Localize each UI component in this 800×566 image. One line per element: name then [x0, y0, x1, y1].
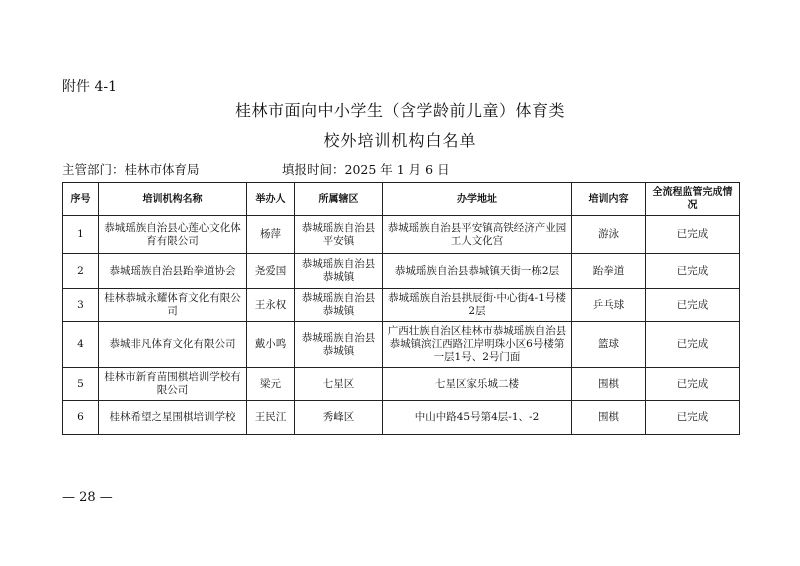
cell-org-name: 桂林市新育苗围棋培训学校有限公司 — [99, 368, 247, 401]
cell-address: 恭城瑶族自治县恭城镇天街一栋2层 — [383, 254, 572, 289]
cell-district: 恭城瑶族自治县恭城镇 — [295, 322, 383, 368]
table-header-row — [63, 183, 740, 216]
header-index: 序号 — [63, 183, 99, 216]
cell-index: 6 — [63, 401, 99, 435]
cell-organizer: 杨萍 — [247, 216, 295, 254]
cell-index: 5 — [63, 368, 99, 401]
cell-status: 已完成 — [646, 254, 740, 289]
attachment-label: 附件 4-1 — [62, 79, 117, 95]
cell-status: 已完成 — [646, 401, 740, 435]
header-status: 全流程监管完成情况 — [646, 183, 740, 216]
meta-info — [62, 160, 450, 178]
cell-district: 恭城瑶族自治县平安镇 — [295, 216, 383, 254]
cell-content: 篮球 — [572, 322, 646, 368]
cell-content: 围棋 — [572, 401, 646, 435]
cell-district: 七星区 — [295, 368, 383, 401]
cell-address: 七星区家乐城二楼 — [383, 368, 572, 401]
cell-org-name: 桂林希望之星围棋培训学校 — [99, 401, 247, 435]
whitelist-table — [62, 182, 740, 435]
table-row — [63, 216, 740, 254]
cell-index: 3 — [63, 289, 99, 322]
cell-org-name: 桂林恭城永耀体育文化有限公司 — [99, 289, 247, 322]
cell-content: 跆拳道 — [572, 254, 646, 289]
cell-org-name: 恭城非凡体育文化有限公司 — [99, 322, 247, 368]
cell-status: 已完成 — [646, 368, 740, 401]
cell-content: 围棋 — [572, 368, 646, 401]
cell-address: 中山中路45号第4层-1、-2 — [383, 401, 572, 435]
cell-organizer: 王永权 — [247, 289, 295, 322]
cell-org-name: 恭城瑶族自治县跆拳道协会 — [99, 254, 247, 289]
cell-status: 已完成 — [646, 322, 740, 368]
cell-index: 2 — [63, 254, 99, 289]
cell-content: 游泳 — [572, 216, 646, 254]
cell-district: 秀峰区 — [295, 401, 383, 435]
table-row — [63, 289, 740, 322]
cell-address: 广西壮族自治区桂林市恭城瑶族自治县恭城镇滨江西路江岸明珠小区6号楼第一层1号、2号门面 — [383, 322, 572, 368]
cell-organizer: 梁元 — [247, 368, 295, 401]
cell-index: 1 — [63, 216, 99, 254]
cell-content: 乒乓球 — [572, 289, 646, 322]
table-row — [63, 368, 740, 401]
cell-organizer: 王民江 — [247, 401, 295, 435]
cell-status: 已完成 — [646, 289, 740, 322]
table-row — [63, 401, 740, 435]
header-org-name: 培训机构名称 — [99, 183, 247, 216]
document-title-line1: 桂林市面向中小学生（含学龄前儿童）体育类 — [234, 101, 565, 120]
cell-organizer: 尧爱国 — [247, 254, 295, 289]
cell-org-name: 恭城瑶族自治县心莲心文化体育有限公司 — [99, 216, 247, 254]
document-title-line2: 校外培训机构白名单 — [323, 131, 477, 150]
header-district: 所属辖区 — [295, 183, 383, 216]
table-row — [63, 322, 740, 368]
header-content: 培训内容 — [572, 183, 646, 216]
cell-address: 恭城瑶族自治县拱辰街·中心街4-1号楼2层 — [383, 289, 572, 322]
header-organizer: 举办人 — [247, 183, 295, 216]
cell-district: 恭城瑶族自治县恭城镇 — [295, 289, 383, 322]
header-address: 办学地址 — [383, 183, 572, 216]
table-row — [63, 254, 740, 289]
page-number: — 28 — — [62, 490, 113, 505]
cell-index: 4 — [63, 322, 99, 368]
cell-status: 已完成 — [646, 216, 740, 254]
cell-district: 恭城瑶族自治县恭城镇 — [295, 254, 383, 289]
cell-organizer: 戴小鸣 — [247, 322, 295, 368]
cell-address: 恭城瑶族自治县平安镇高铁经济产业园工人文化宫 — [383, 216, 572, 254]
department-label: 主管部门：桂林市体育局 — [62, 162, 200, 177]
fill-time-label: 填报时间：2025 年 1 月 6 日 — [282, 162, 450, 177]
